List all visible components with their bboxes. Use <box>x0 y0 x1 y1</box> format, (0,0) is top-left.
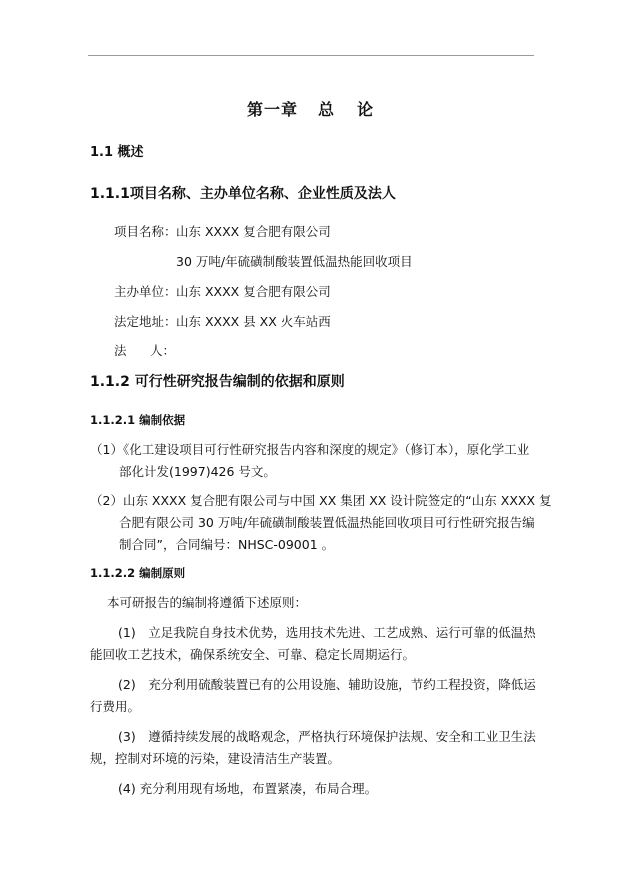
principle-3-line1: (3) 遵循持续发展的战略观念，严格执行环境保护法规、安全和工业卫生法 <box>118 729 536 744</box>
basis-item1-line2: 部化计发(1997)426 号文。 <box>119 464 276 479</box>
legal-person-label-b: 人： <box>150 343 176 358</box>
project-name-value-line1: 山东 XXXX 复合肥有限公司 <box>176 224 331 239</box>
principle-2-line1: (2) 充分利用硫酸装置已有的公用设施、辅助设施，节约工程投资，降低运 <box>118 677 536 692</box>
principle-4-line1: (4) 充分利用现有场地，布置紧凑，布局合理。 <box>118 781 378 796</box>
basis-item1-line1: （1）《化工建设项目可行性研究报告内容和深度的规定》（修订本），原化学工业 <box>90 442 530 457</box>
section-heading-1-1: 1.1 概述 <box>90 145 144 160</box>
chapter-title-part1: 第一章 <box>247 100 299 119</box>
sponsor-value: 山东 XXXX 复合肥有限公司 <box>176 284 331 299</box>
basis-item2-line3: 制合同”，合同编号：NHSC-09001 。 <box>119 537 335 552</box>
principle-1-line1: (1) 立足我院自身技术优势，选用技术先进、工艺成熟、运行可靠的低温热 <box>118 625 536 640</box>
basis-item2-line2: 合肥有限公司 30 万吨/年硫磺制酸装置低温热能回收项目可行性研究报告编 <box>119 515 535 530</box>
sponsor-label: 主办单位： <box>114 284 177 299</box>
address-label: 法定地址： <box>114 314 177 329</box>
address-value: 山东 XXXX 县 XX 火车站西 <box>176 314 331 329</box>
project-name-label: 项目名称： <box>114 224 177 239</box>
section-heading-1-1-1: 1.1.1项目名称、主办单位名称、企业性质及法人 <box>90 186 396 202</box>
principles-intro: 本可研报告的编制将遵循下述原则： <box>107 595 308 610</box>
basis-item2-line1: （2）山东 XXXX 复合肥有限公司与中国 XX 集团 XX 设计院签定的“山东 XXXX 复 <box>90 493 552 508</box>
legal-person-label-a: 法 <box>114 343 127 358</box>
chapter-title-part3: 论 <box>357 100 375 119</box>
section-heading-1-1-2-1: 1.1.2.1 编制依据 <box>90 413 186 427</box>
section-heading-1-1-2-2: 1.1.2.2 编制原则 <box>90 566 186 580</box>
principle-2-line2: 行费用。 <box>90 699 141 714</box>
chapter-title-part2: 总 <box>318 100 336 119</box>
principle-3-line2: 规，控制对环境的污染，建设清洁生产装置。 <box>90 751 341 766</box>
section-heading-1-1-2: 1.1.2 可行性研究报告编制的依据和原则 <box>90 374 345 390</box>
project-name-value-line2: 30 万吨/年硫磺制酸装置低温热能回收项目 <box>176 254 413 269</box>
header-rule <box>88 55 534 56</box>
principle-1-line2: 能回收工艺技术，确保系统安全、可靠、稳定长周期运行。 <box>90 647 416 662</box>
